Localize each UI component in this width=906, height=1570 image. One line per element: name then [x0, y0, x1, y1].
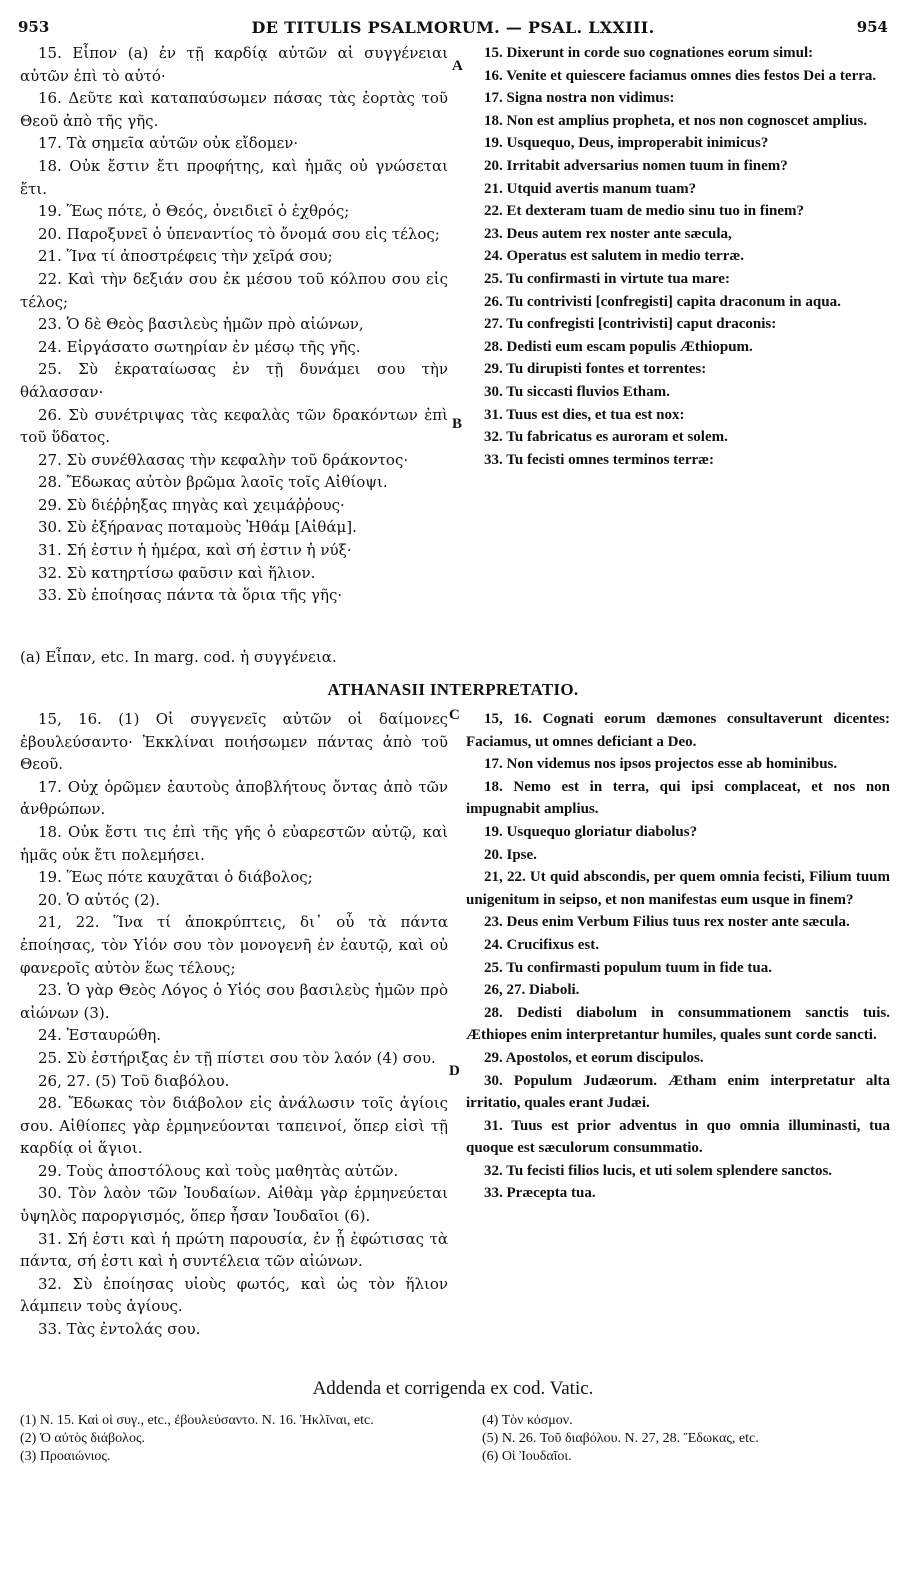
margin-letter-a: A: [452, 58, 463, 74]
interp-verse-greek: 31. Σή ἐστι καὶ ἡ πρώτη παρουσία, ἐν ᾗ ἐφώτισας τὰ πάντα, σή ἐστι καὶ ἡ συντέλεια τῶν αἰώνων.: [20, 1229, 448, 1271]
interp-verse-latin: 29. Apostolos, et eorum discipulos.: [484, 1049, 704, 1066]
verse-latin: 19. Usquequo, Deus, improperabit inimicus?: [484, 135, 769, 152]
verse-latin: 23. Deus autem rex noster ante sæcula,: [484, 225, 732, 242]
interp-verse-greek: 19. Ἕως πότε καυχᾶται ὁ διάβολος;: [38, 868, 313, 887]
interp-verse-latin: 17. Non videmus nos ipsos projectos esse ab hominibus.: [484, 756, 838, 773]
verse-latin: 22. Et dexteram tuam de medio sinu tuo in finem?: [484, 203, 804, 220]
verse-greek: 16. Δεῦτε καὶ καταπαύσωμεν πάσας τὰς ἑορτὰς τοῦ Θεοῦ ἀπὸ τῆς γῆς.: [20, 89, 448, 130]
interp-verse-greek: 25. Σὺ ἐστήριξας ἐν τῇ πίστει σου τὸν λαόν (4) σου.: [38, 1048, 436, 1067]
verse-greek: 27. Σὺ συνέθλασας τὴν κεφαλὴν τοῦ δράκοντος·: [38, 450, 409, 469]
verse-latin: 18. Non est amplius propheta, et nos non cognoscet amplius.: [484, 112, 868, 129]
margin-letter-b: B: [452, 416, 463, 432]
addenda-right: [482, 1412, 892, 1466]
verse-greek: 33. Σὺ ἐποίησας πάντα τὰ ὅρια τῆς γῆς·: [38, 586, 343, 605]
interp-verse-latin: 31. Tuus est prior adventus in quo omnia illuminasti, tua quoque est sæculorum consummatio.: [466, 1117, 890, 1157]
verse-greek: 29. Σὺ διέῤῥηξας πηγὰς καὶ χειμάῤῥους·: [38, 495, 345, 514]
interpretation-latin-column: [466, 708, 890, 1205]
verse-latin: 31. Tuus est dies, et tua est nox:: [484, 406, 685, 423]
verse-greek: 19. Ἕως πότε, ὁ Θεός, ὀνειδιεῖ ὁ ἐχθρός;: [38, 202, 350, 221]
interp-verse-greek: 21, 22. Ἵνα τί ἀποκρύπτεις, δι᾽ οὗ τὰ πάντα ἐποίησας, τὸν Υἱόν σου τὸν μονογενῆ ἐν ἑαυτῷ, καὶ οὐ φανεροῖς αὐτὸν ἕως τέλους;: [20, 913, 448, 977]
interp-verse-greek: 29. Τοὺς ἀποστόλους καὶ τοὺς μαθητὰς αὐτῶν.: [38, 1161, 399, 1180]
psalm-latin-column: [466, 42, 890, 471]
interp-verse-latin: 23. Deus enim Verbum Filius tuus rex noster ante sæcula.: [484, 914, 850, 931]
interp-verse-greek: 17. Οὐχ ὁρῶμεν ἑαυτοὺς ἀποβλήτους ὄντας ἀπὸ τῶν ἀνθρώπων.: [20, 777, 448, 819]
interp-verse-greek: 18. Οὐκ ἔστι τις ἐπὶ τῆς γῆς ὁ εὐαρεστῶν αὐτῷ, καὶ ἡμᾶς οὐκ ἔτι πολεμήσει.: [20, 822, 448, 864]
verse-latin: 27. Tu confregisti [contrivisti] caput draconis:: [484, 316, 777, 333]
interp-verse-latin: 28. Dedisti diabolum in consummationem sanctis tuis. Æthiopes enim interpretantur humiles, quales sunt corde sancti.: [466, 1004, 890, 1044]
verse-greek: 30. Σὺ ἐξήρανας ποταμοὺς Ἠθάμ [Αἰθάμ].: [38, 518, 357, 537]
interp-verse-greek: 28. Ἔδωκας τὸν διάβολον εἰς ἀνάλωσιν τοῖς ἁγίοις σου. Αἰθίοπες γὰρ ἑρμηνεύονται ταπεινοί, ὅπερ εἰσὶ τῇ καρδίᾳ οἱ ἅγιοι.: [20, 1094, 448, 1158]
interp-verse-latin: 25. Tu confirmasti populum tuum in fide tua.: [484, 959, 772, 976]
interp-verse-latin: 32. Tu fecisti filios lucis, et uti solem splendere sanctos.: [484, 1162, 833, 1179]
verse-latin: 25. Tu confirmasti in virtute tua mare:: [484, 270, 730, 287]
verse-latin: 26. Tu contrivisti [confregisti] capita draconum in aqua.: [484, 293, 841, 310]
interp-verse-latin: 18. Nemo est in terra, qui ipsi complaceat, et nos non impugnabit amplius.: [466, 778, 890, 818]
verse-greek: 21. Ἵνα τί ἀποστρέφεις τὴν χεῖρά σου;: [38, 247, 333, 266]
page-number-left: 953: [18, 18, 50, 36]
addenda-note: (2) Ὁ αὐτὸς διάβολος.: [20, 1431, 145, 1446]
verse-latin: 24. Operatus est salutem in medio terræ.: [484, 248, 744, 265]
interp-verse-greek: 23. Ὁ γὰρ Θεὸς Λόγος ὁ Υἱός σου βασιλεὺς ἡμῶν πρὸ αἰώνων (3).: [20, 981, 448, 1022]
interp-verse-greek: 33. Τὰς ἐντολάς σου.: [38, 1320, 201, 1339]
interp-verse-latin: 15, 16. Cognati eorum dæmones consultaverunt dicentes: Faciamus, ut omnes deficiant a Deo.: [466, 711, 890, 750]
verse-latin: 20. Irritabit adversarius nomen tuum in finem?: [484, 157, 788, 174]
verse-greek: 28. Ἔδωκας αὐτὸν βρῶμα λαοῖς τοῖς Αἰθίοψι.: [38, 473, 388, 492]
margin-letter-d: D: [449, 1063, 460, 1079]
verse-greek: 20. Παροξυνεῖ ὁ ὑπεναντίος τὸ ὄνομά σου εἰς τέλος;: [38, 224, 440, 243]
verse-greek: 31. Σή ἐστιν ἡ ἡμέρα, καὶ σή ἐστιν ἡ νύξ·: [38, 541, 352, 560]
interpretation-greek-column: [20, 708, 448, 1341]
interp-verse-greek: 26, 27. (5) Τοῦ διαβόλου.: [38, 1071, 230, 1090]
addenda-note: (3) Προαιώνιος.: [20, 1449, 111, 1464]
verse-latin: 33. Tu fecisti omnes terminos terræ:: [484, 451, 714, 468]
verse-greek: 32. Σὺ κατηρτίσω φαῦσιν καὶ ἥλιον.: [38, 563, 316, 582]
interp-verse-latin: 26, 27. Diaboli.: [484, 982, 580, 999]
verse-latin: 16. Venite et quiescere faciamus omnes dies festos Dei a terra.: [484, 67, 877, 84]
psalm-greek-column: [20, 42, 448, 607]
verse-latin: 32. Tu fabricatus es auroram et solem.: [484, 429, 728, 446]
running-header: [18, 18, 888, 44]
verse-latin: 15. Dixerunt in corde suo cognationes eorum simul:: [484, 45, 814, 61]
page-number-right: 954: [856, 18, 888, 36]
verse-greek: 22. Καὶ τὴν δεξιάν σου ἐκ μέσου τοῦ κόλπου σου εἰς τέλος;: [20, 269, 448, 311]
verse-greek: 17. Τὰ σημεῖα αὐτῶν οὐκ εἴδομεν·: [38, 134, 299, 153]
addenda-note: (5) N. 26. Τοῦ διαβόλου. N. 27, 28. Ἔδωκας, etc.: [482, 1431, 759, 1446]
interp-verse-greek: 30. Τὸν λαὸν τῶν Ἰουδαίων. Αἰθὰμ γὰρ ἑρμηνεύεται ὑψηλὸς παροργισμός, ὅπερ ἦσαν Ἰουδαῖοι (6).: [20, 1184, 448, 1226]
verse-latin: 29. Tu dirupisti fontes et torrentes:: [484, 361, 707, 378]
verse-latin: 21. Utquid avertis manum tuam?: [484, 180, 697, 197]
interp-verse-latin: 30. Populum Judæorum. Ætham enim interpretatur alta irritatio, quales erant Judæi.: [466, 1072, 890, 1112]
page-title: DE TITULIS PSALMORUM. — PSAL. LXXIII.: [251, 18, 655, 37]
addenda-note: (6) Οἱ Ἰουδαῖοι.: [482, 1449, 572, 1464]
verse-greek: 24. Εἰργάσατο σωτηρίαν ἐν μέσῳ τῆς γῆς.: [38, 337, 361, 356]
interp-verse-greek: 20. Ὁ αὐτός (2).: [38, 890, 161, 909]
interp-verse-latin: 24. Crucifixus est.: [484, 936, 599, 953]
verse-latin: 17. Signa nostra non vidimus:: [484, 90, 675, 107]
verse-greek: 23. Ὁ δὲ Θεὸς βασιλεὺς ἡμῶν πρὸ αἰώνων,: [38, 315, 364, 334]
interp-verse-greek: 24. Ἐσταυρώθη.: [38, 1026, 162, 1045]
addenda-note: (4) Τὸν κόσμον.: [482, 1413, 573, 1428]
verse-latin: 28. Dedisti eum escam populis Æthiopum.: [484, 338, 753, 355]
addenda-note: (1) N. 15. Καὶ οἱ συγ., etc., ἐβουλεύσαντο. N. 16. Ἠκλῖναι, etc.: [20, 1413, 374, 1428]
interp-verse-greek: 15, 16. (1) Οἱ συγγενεῖς αὐτῶν οἱ δαίμονες ἐβουλεύσαντο· Ἐκκλίναι ποιήσωμεν πάντας ἀπὸ τοῦ Θεοῦ.: [20, 710, 448, 774]
interp-verse-latin: 19. Usquequo gloriatur diabolus?: [484, 823, 698, 840]
verse-greek: 18. Οὐκ ἔστιν ἔτι προφήτης, καὶ ἡμᾶς οὐ γνώσεται ἔτι.: [20, 156, 448, 198]
interp-verse-latin: 21, 22. Ut quid abscondis, per quem omnia fecisti, Filium tuum unigenitum in seipso, et non manifestas eum usque in finem?: [466, 869, 890, 908]
psalm-footnote: (a) Εἶπαν, etc. In marg. cod. ἡ συγγένεια.: [20, 648, 337, 666]
margin-letter-c: C: [449, 707, 460, 723]
addenda-title: Addenda et corrigenda ex cod. Vatic.: [312, 1378, 594, 1399]
verse-latin: 30. Tu siccasti fluvios Etham.: [484, 383, 670, 400]
section-title: ATHANASII INTERPRETATIO.: [327, 680, 579, 699]
verse-greek: 26. Σὺ συνέτριψας τὰς κεφαλὰς τῶν δρακόντων ἐπὶ τοῦ ὕδατος.: [20, 405, 448, 447]
addenda-left: [20, 1412, 450, 1466]
verse-greek: 15. Εἶπον (a) ἐν τῇ καρδίᾳ αὐτῶν αἱ συγγένειαι αὐτῶν ἐπὶ τὸ αὐτό·: [20, 44, 448, 85]
interp-verse-latin: 20. Ipse.: [484, 846, 537, 863]
verse-greek: 25. Σὺ ἐκραταίωσας ἐν τῇ δυνάμει σου τὴν θάλασσαν·: [20, 360, 448, 401]
interp-verse-latin: 33. Præcepta tua.: [484, 1185, 596, 1202]
interp-verse-greek: 32. Σὺ ἐποίησας υἱοὺς φωτός, καὶ ὡς τὸν ἥλιον λάμπειν τοὺς ἁγίους.: [20, 1274, 448, 1316]
